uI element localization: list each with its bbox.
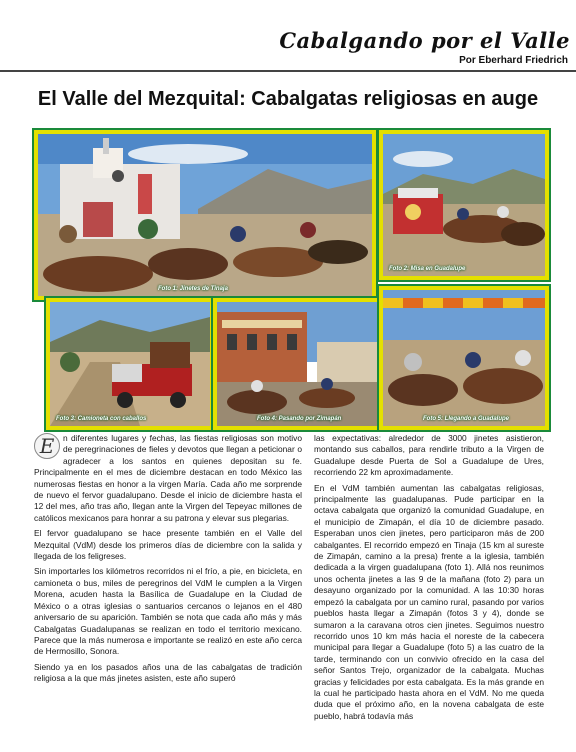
photo-2 (379, 130, 549, 280)
article-paragraph: E n diferentes lugares y fechas, las fiestas religiosas son motivo de peregrinaciones de fieles y devotos que llegan a peticionar o agradecer a los santos en quienes depositan su fe. Principalmente en el mes de diciembre destacan en todo México las numerosas fiestas en honor a la virgen María. Cada año me sorprende de nuevo el fervor guadalupano. Desde el inicio de diciembre hasta el 12 del mes, año tras año, llegan ante la Virgen del Tepeyac millones de católicos mexicanos para honrar a su patrona y elevar sus plegarias. (34, 433, 302, 523)
article-column-left (34, 433, 302, 689)
photo-2-image (383, 134, 545, 276)
article-paragraph: las expectativas: alrededor de 3000 jinetes asistieron, montando sus caballos, para rendirle tributo a la Virgen de Guadalupe desde Puerta de Sol a Guadalupe de Ures, recorriendo 22 km aproximadamente. (314, 433, 544, 478)
photo-3-image (50, 302, 210, 426)
article-paragraph: El fervor guadalupano se hace presente también en el Valle del Mezquital (VdM) desde los primeros días de diciembre con la salida y llegada de los feligreses. (34, 528, 302, 562)
photo-4 (213, 298, 381, 430)
dropcap: E (34, 433, 60, 459)
photo-3-caption: Foto 3: Camioneta con caballos (56, 416, 147, 422)
photo-1 (34, 130, 376, 300)
byline: Por Eberhard Friedrich (459, 55, 568, 66)
photo-5-caption: Foto 5: Llegando a Guadalupe (423, 416, 510, 422)
photo-5-image (383, 290, 545, 426)
article-paragraph: Sin importarles los kilómetros recorridos ni el frío, a pie, en bicicleta, en camioneta o bus, miles de peregrinos del VdM le cumplen a la Virgen Morena, acuden hasta la Basílica de Guadalupe en la Ciudad de México o a otras iglesias o santuarios cercanos o lejanos en el 480 aniversario de su aparición. También se nota que cada año más y más Cabalgatas Guadalupanas se realizan en todo el territorio mexicano. Parece que la más numerosa e importante se realizó en este año cerca de Hermosillo, Sonora. (34, 566, 302, 657)
section-title: Cabalgando por el Valle (279, 28, 570, 53)
photo-2-caption: Foto 2: Misa en Guadalupe (389, 266, 466, 272)
photo-1-caption: Foto 1: Jinetes de Tinaja (158, 286, 228, 292)
article-column-right (314, 433, 544, 726)
article-paragraph: En el VdM también aumentan las cabalgatas religiosas, principalmente las guadalupanas. Pude participar en la octava cabalgata que organizó la comunidad Guadalupe, en el municipio de Zimapán, el día 10 de diciembre pasado. Esperaban unos cien jinetes, pero participaron más de 200 cabalgantes. El recorrido empezó en Tinaja (15 km al sureste de Zimapán, camino a la presa) frente a la iglesia, también dedicada a la virgen guadalupana (foto 1). Allá nos reunimos unos ochenta jinetes a las 9 de la mañana (foto 2) para un desayuno organizado por la comunidad. A las 10:30 horas empezó la cabalgata por un camino rural, pasando por varios pueblos hasta llegar a Zimapán (fotos 3 y 4), donde se sumaron a la caravana otros cien jinetes. Seguimos nuestro recorrido unos 10 km más hacia el noreste de la cabecera municipal para llegar a Guadalupe (foto 5) a las cuatro de la tarde, terminando con un convivio ofrecido en la casa del señor Santos Trejo, organizador de la cabalgata. Muchas gracias y felicidades por esta cabalgata. Es la más grande en la cual he participado hasta ahora en el VdM. No me queda duda que el próximo año, en la novena cabalgata de este pueblo, habrá todavía más (314, 482, 544, 721)
photo-4-image (217, 302, 377, 426)
photo-4-caption: Foto 4: Pasando por Zimapán (257, 416, 342, 422)
headline: El Valle del Mezquital: Cabalgatas religiosas en auge (37, 88, 539, 110)
photo-3 (46, 298, 214, 430)
header-rule (0, 70, 576, 72)
photo-1-image (38, 134, 372, 296)
article-paragraph: Siendo ya en los pasados años una de las cabalgatas de tradición religiosa a la que más jinetes asisten, este año superó (34, 661, 302, 684)
photo-5 (379, 286, 549, 430)
